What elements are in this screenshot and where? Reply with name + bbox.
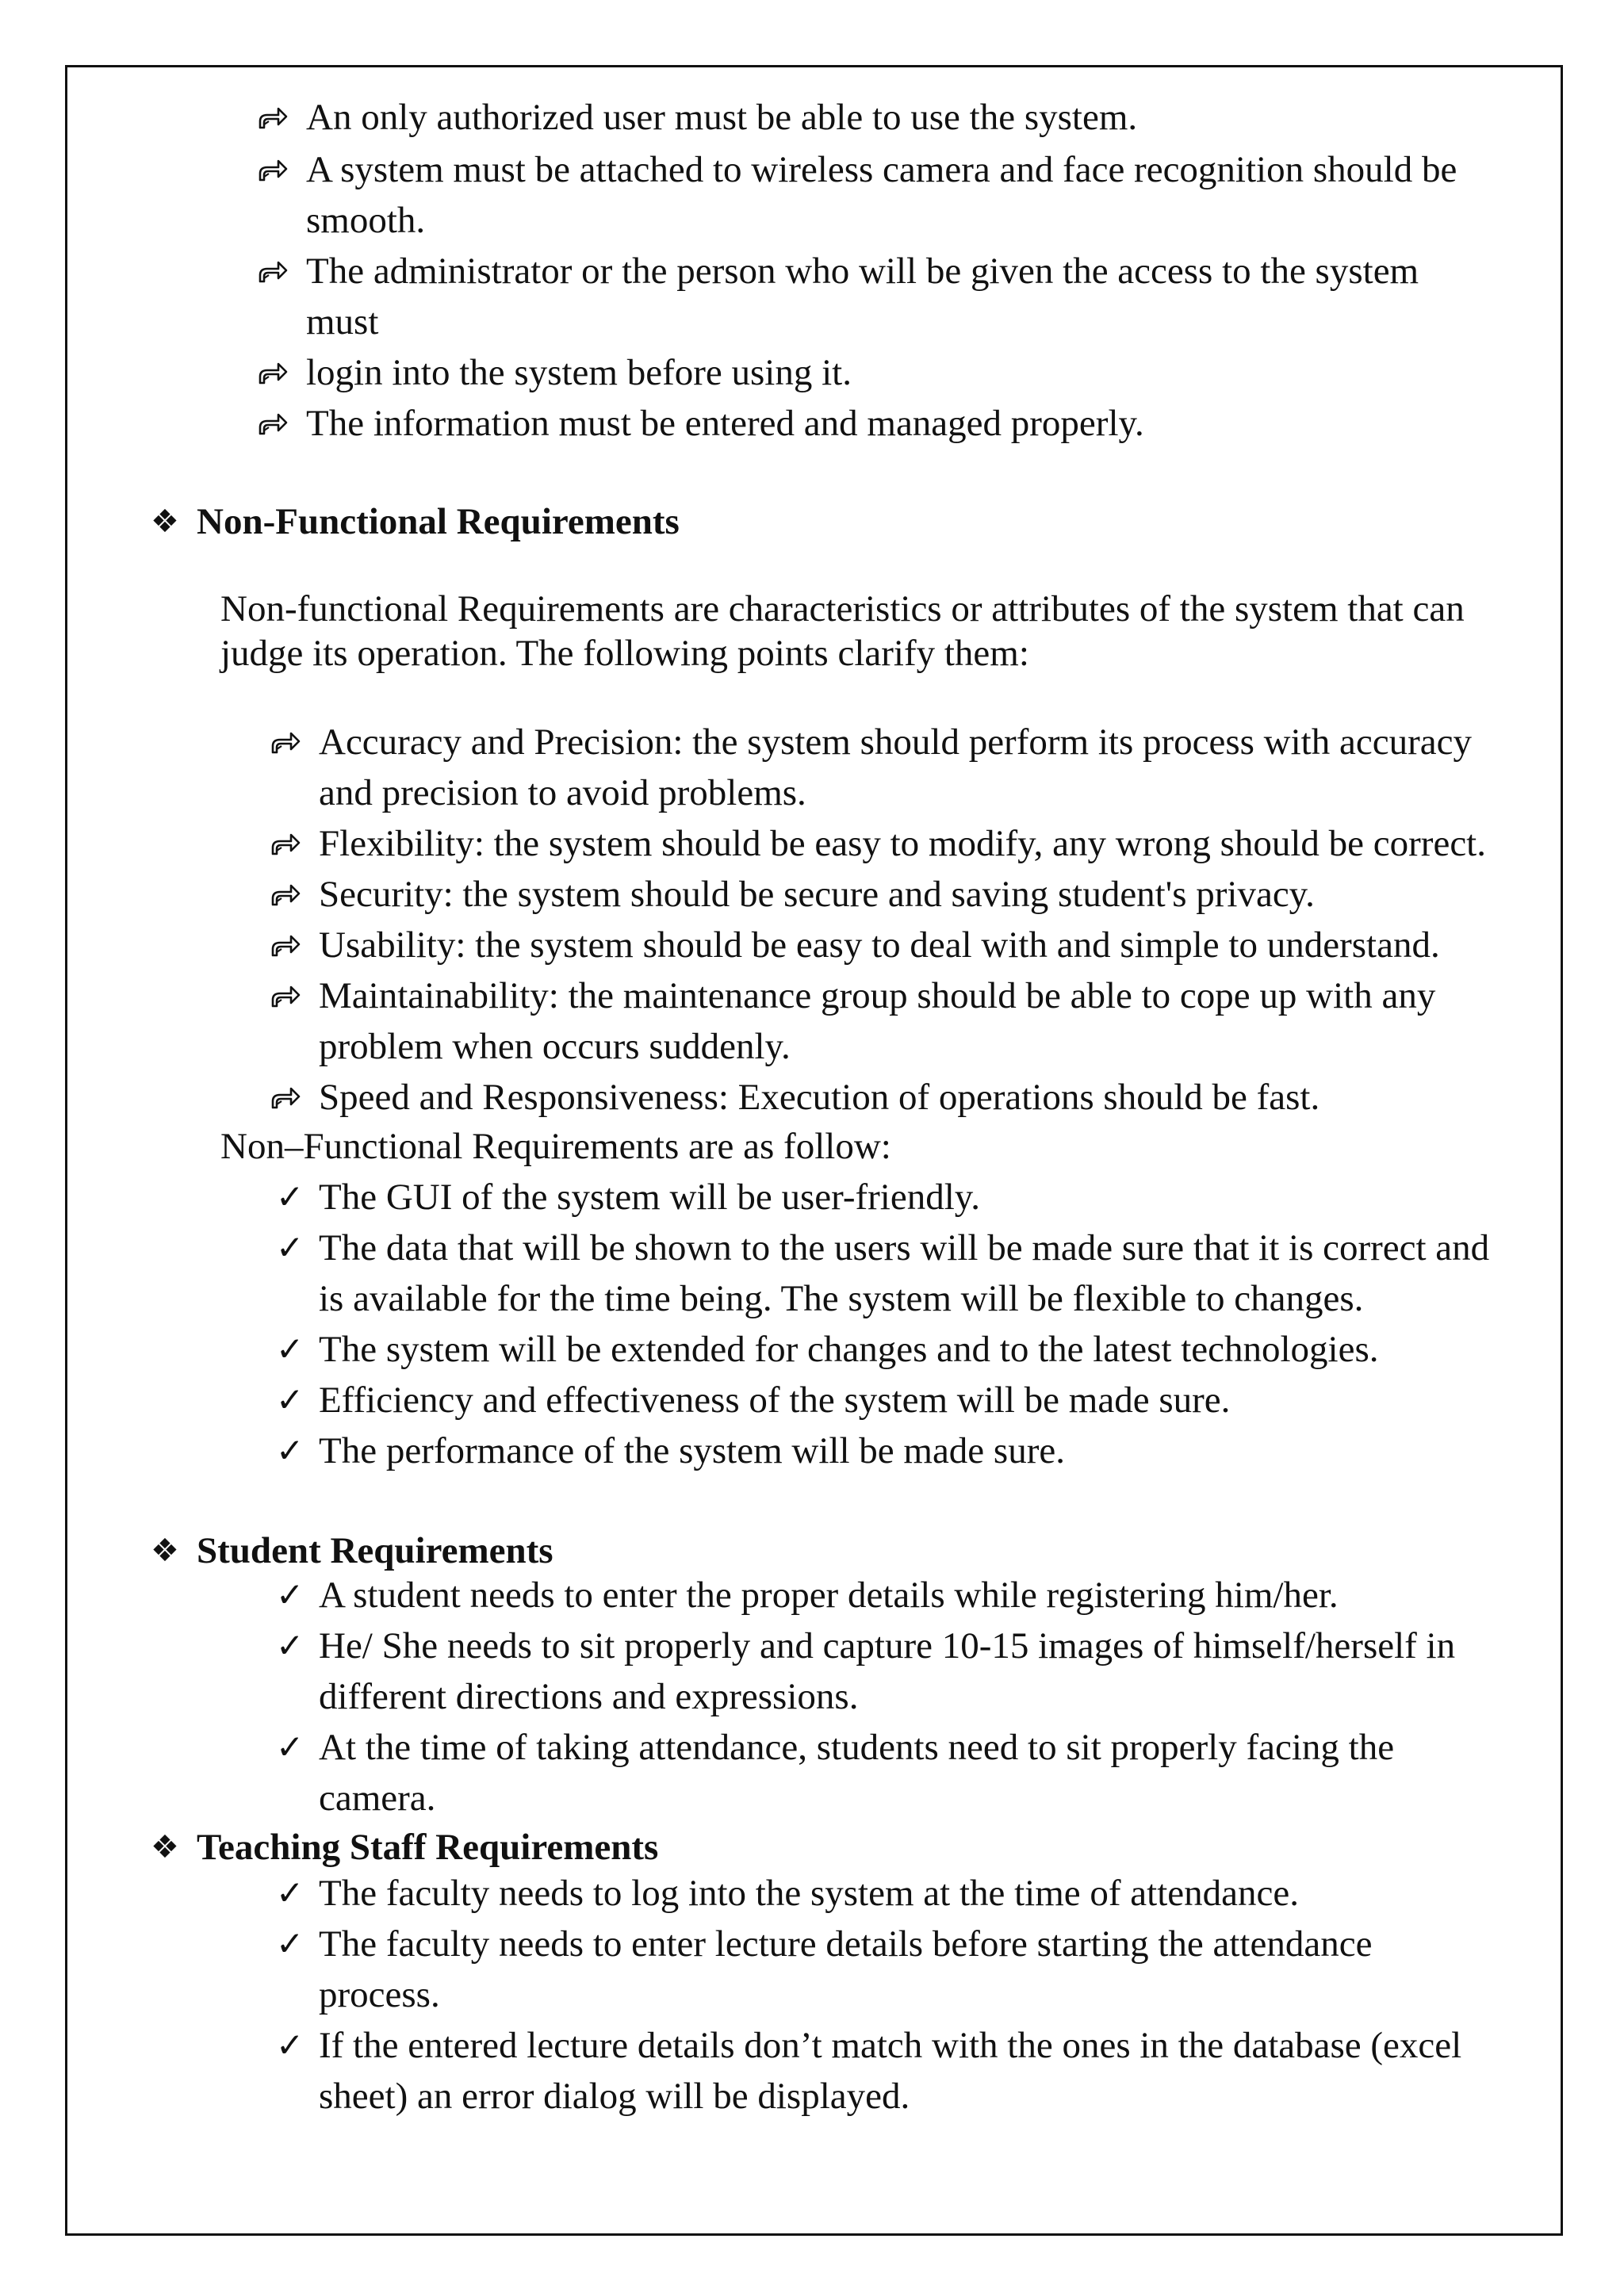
- hand-arrow-icon: [268, 923, 303, 967]
- hand-arrow-icon: [268, 1075, 303, 1119]
- top-list-item: A system must be attached to wireless camera and face recognition should be: [306, 149, 1457, 190]
- top-list-item: The information must be entered and managed properly.: [306, 403, 1144, 444]
- check-item: He/ She needs to sit properly and capture 10-15 images of himself/herself in: [319, 1625, 1456, 1667]
- check-item: The system will be extended for changes and to the latest technologies.: [319, 1329, 1379, 1370]
- section-heading: Teaching Staff Requirements: [197, 1827, 659, 1868]
- check-item: The faculty needs to log into the system at the time of attendance.: [319, 1873, 1299, 1914]
- checkmark-icon: ✓: [276, 1431, 304, 1470]
- hand-arrow-icon: [268, 720, 303, 764]
- hand-arrow-icon: [255, 350, 290, 395]
- check-item-continuation: is available for the time being. The system will be flexible to changes.: [319, 1278, 1364, 1319]
- checkmark-icon: ✓: [276, 1924, 304, 1963]
- checkmark-icon: ✓: [276, 1177, 304, 1216]
- nfr-item: Usability: the system should be easy to deal with and simple to understand.: [319, 924, 1440, 966]
- checkmark-icon: ✓: [276, 1330, 304, 1368]
- diamond-bullet-icon: ❖: [151, 503, 179, 540]
- top-list-item: login into the system before using it.: [306, 352, 852, 393]
- hand-arrow-icon: [268, 872, 303, 916]
- hand-arrow-icon: [268, 974, 303, 1018]
- top-list-item: The administrator or the person who will be given the access to the system: [306, 251, 1419, 292]
- checkmark-icon: ✓: [276, 1380, 304, 1419]
- checkmark-icon: ✓: [276, 1575, 304, 1614]
- nfr-item-continuation: and precision to avoid problems.: [319, 772, 806, 813]
- hand-arrow-icon: [255, 401, 290, 446]
- nfr-item: Maintainability: the maintenance group should be able to cope up with any: [319, 975, 1436, 1016]
- paragraph-line: judge its operation. The following points clarify them:: [220, 633, 1029, 674]
- hand-arrow-icon: [268, 821, 303, 866]
- checkmark-icon: ✓: [276, 1873, 304, 1912]
- paragraph-line: Non-functional Requirements are characteristics or attributes of the system that can: [220, 588, 1465, 629]
- section-heading: Non-Functional Requirements: [197, 501, 680, 542]
- nfr-item-continuation: problem when occurs suddenly.: [319, 1026, 791, 1067]
- nfr-item: Speed and Responsiveness: Execution of operations should be fast.: [319, 1077, 1320, 1118]
- check-item: A student needs to enter the proper details while registering him/her.: [319, 1575, 1339, 1616]
- check-item: Efficiency and effectiveness of the system will be made sure.: [319, 1380, 1231, 1421]
- section-heading: Student Requirements: [197, 1530, 553, 1571]
- top-list-item: An only authorized user must be able to use the system.: [306, 97, 1138, 138]
- top-list-item-continuation: must: [306, 301, 379, 342]
- checkmark-icon: ✓: [276, 1626, 304, 1665]
- nfr-item: Flexibility: the system should be easy to modify, any wrong should be correct.: [319, 823, 1486, 864]
- paragraph-line: Non–Functional Requirements are as follow:: [220, 1126, 891, 1167]
- check-item-continuation: sheet) an error dialog will be displayed.: [319, 2076, 910, 2117]
- top-list-item-continuation: smooth.: [306, 200, 426, 241]
- check-item: The performance of the system will be made sure.: [319, 1430, 1065, 1471]
- hand-arrow-icon: [255, 147, 290, 192]
- hand-arrow-icon: [255, 249, 290, 293]
- checkmark-icon: ✓: [276, 2026, 304, 2064]
- nfr-item: Accuracy and Precision: the system should perform its process with accuracy: [319, 721, 1472, 763]
- check-item: At the time of taking attendance, students need to sit properly facing the: [319, 1727, 1395, 1768]
- nfr-item: Security: the system should be secure and saving student's privacy.: [319, 874, 1315, 915]
- diamond-bullet-icon: ❖: [151, 1829, 179, 1866]
- checkmark-icon: ✓: [276, 1228, 304, 1267]
- check-item: If the entered lecture details don’t match with the ones in the database (excel: [319, 2025, 1462, 2066]
- check-item-continuation: different directions and expressions.: [319, 1676, 859, 1717]
- check-item: The faculty needs to enter lecture details before starting the attendance: [319, 1923, 1373, 1965]
- check-item: The data that will be shown to the users will be made sure that it is correct and: [319, 1227, 1490, 1269]
- check-item: The GUI of the system will be user-friendly.: [319, 1177, 980, 1218]
- check-item-continuation: process.: [319, 1974, 440, 2015]
- diamond-bullet-icon: ❖: [151, 1533, 179, 1569]
- check-item-continuation: camera.: [319, 1777, 436, 1819]
- hand-arrow-icon: [255, 95, 290, 140]
- checkmark-icon: ✓: [276, 1728, 304, 1766]
